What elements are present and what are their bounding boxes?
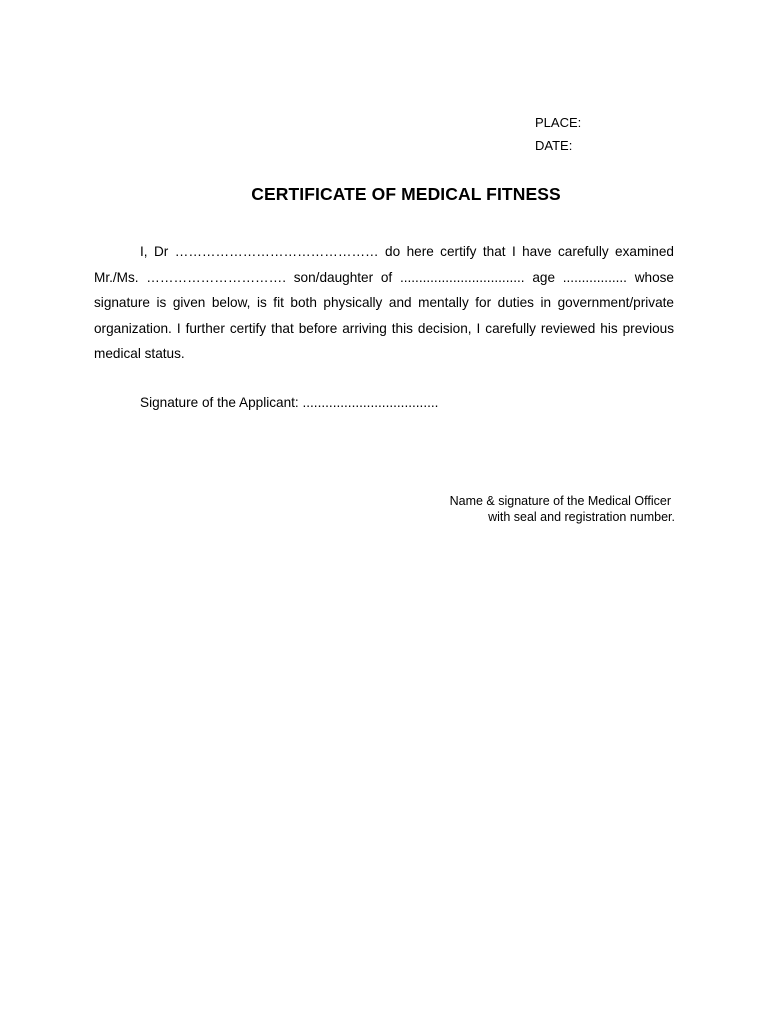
- date-label: DATE:: [535, 138, 573, 153]
- place-label: PLACE:: [535, 115, 582, 130]
- certificate-title: CERTIFICATE OF MEDICAL FITNESS: [251, 184, 561, 204]
- medical-officer-seal-line: with seal and registration number.: [488, 510, 675, 524]
- medical-officer-block: [450, 493, 675, 525]
- certificate-body-paragraph: I, Dr ……………………………………… do here certify that I have carefully examined Mr./Ms. …………………………. son/daughter of ................................. age ................. whose signature is given below, is fit both physically and mentally for duties in government/private organization. I further certify that before arriving this decision, I carefully reviewed his previous medical status.: [94, 244, 674, 361]
- medical-officer-name-line: Name & signature of the Medical Officer: [449, 494, 671, 508]
- applicant-signature-line: Signature of the Applicant: ....................................: [140, 395, 439, 410]
- place-date-block: [535, 111, 581, 157]
